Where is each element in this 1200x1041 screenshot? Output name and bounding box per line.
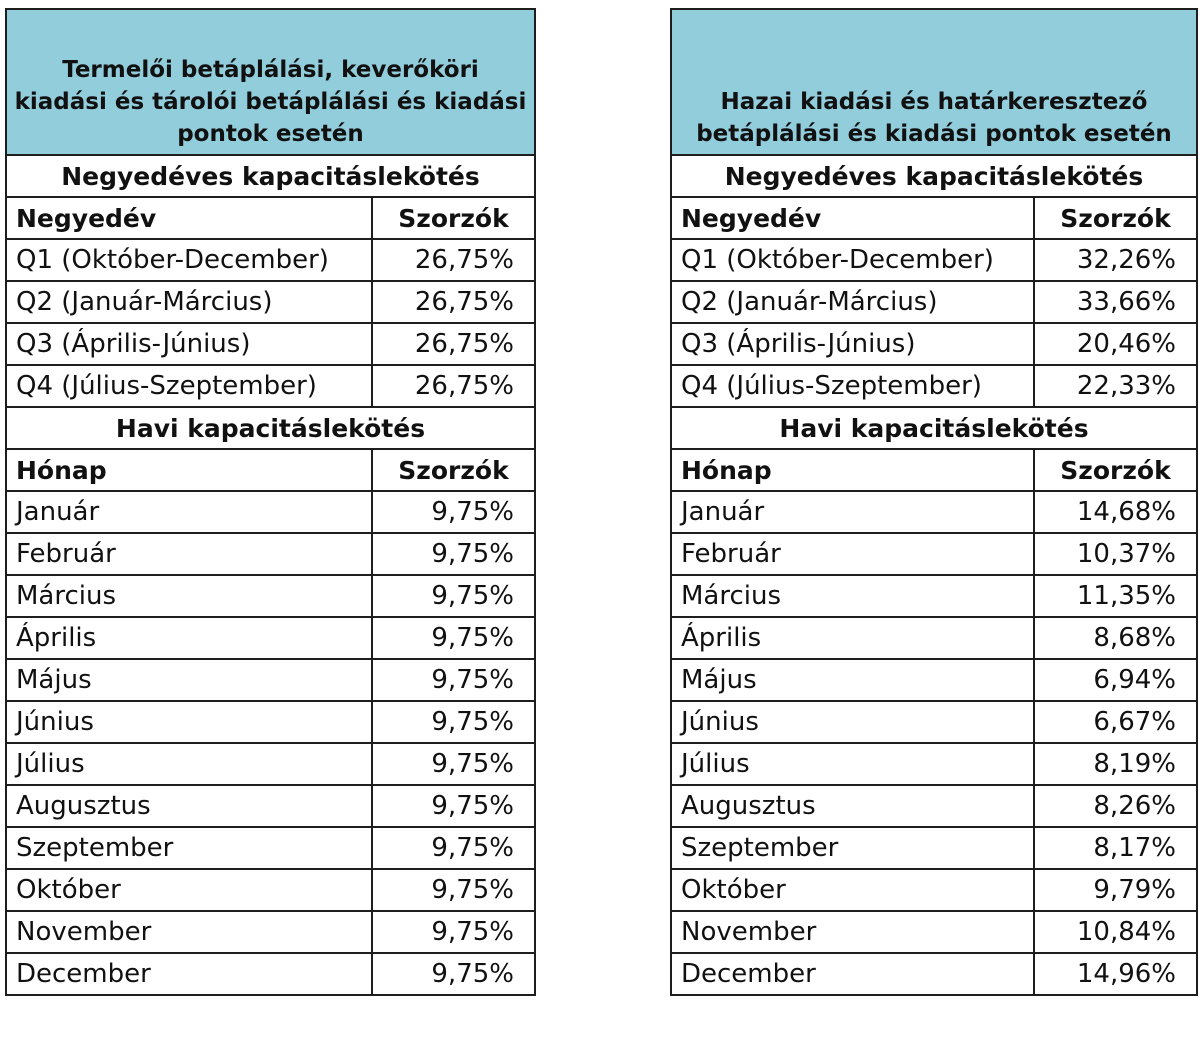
multiplier-value: 9,75% (372, 617, 535, 659)
period-label: Q1 (Október-December) (671, 239, 1034, 281)
table-row (6, 953, 535, 995)
right-monthly-multiplier-column-header: Szorzók (1034, 449, 1197, 491)
multiplier-value: 9,75% (372, 575, 535, 617)
table-row (671, 491, 1197, 533)
multiplier-value: 9,75% (372, 827, 535, 869)
multiplier-value: 8,17% (1034, 827, 1197, 869)
right-quarterly-column-header-row (671, 197, 1197, 239)
left-monthly-multiplier-column-header: Szorzók (372, 449, 535, 491)
period-label: December (671, 953, 1034, 995)
table-row (6, 785, 535, 827)
table-row (671, 533, 1197, 575)
right-quarterly-multiplier-column-header: Szorzók (1034, 197, 1197, 239)
left-quarterly-column-header-row (6, 197, 535, 239)
period-label: Május (6, 659, 372, 701)
multiplier-value: 9,75% (372, 701, 535, 743)
period-label: Október (6, 869, 372, 911)
table-row (671, 281, 1197, 323)
multiplier-value: 20,46% (1034, 323, 1197, 365)
table-row (671, 365, 1197, 407)
right-table-header: Hazai kiadási és határkeresztező betáplálási és kiadási pontok esetén (671, 9, 1197, 155)
left-header-row (6, 9, 535, 155)
multiplier-value: 10,84% (1034, 911, 1197, 953)
right-table-body (671, 9, 1197, 995)
period-label: Q2 (Január-Március) (671, 281, 1034, 323)
period-label: Március (6, 575, 372, 617)
period-label: Július (671, 743, 1034, 785)
left-table-header: Termelői betáplálási, keverőköri kiadási és tárolói betáplálási és kiadási pontok esetén (6, 9, 535, 155)
table-row (671, 953, 1197, 995)
multiplier-value: 6,67% (1034, 701, 1197, 743)
period-label: Január (6, 491, 372, 533)
multiplier-value: 9,75% (372, 659, 535, 701)
table-row (6, 701, 535, 743)
table-row (6, 533, 535, 575)
multiplier-value: 6,94% (1034, 659, 1197, 701)
period-label: Július (6, 743, 372, 785)
table-row (671, 743, 1197, 785)
period-label: Q3 (Április-Június) (671, 323, 1034, 365)
multiplier-value: 33,66% (1034, 281, 1197, 323)
table-row (6, 617, 535, 659)
period-label: Q4 (Július-Szeptember) (671, 365, 1034, 407)
table-row (671, 575, 1197, 617)
multiplier-value: 9,75% (372, 869, 535, 911)
left-multiplier-table (5, 8, 536, 996)
table-row (6, 869, 535, 911)
period-label: Június (6, 701, 372, 743)
left-monthly-period-column-header: Hónap (6, 449, 372, 491)
right-quarterly-period-column-header: Negyedév (671, 197, 1034, 239)
multiplier-value: 9,75% (372, 911, 535, 953)
table-row (671, 617, 1197, 659)
left-table-body (6, 9, 535, 995)
period-label: Augusztus (671, 785, 1034, 827)
multiplier-value: 10,37% (1034, 533, 1197, 575)
table-row (6, 911, 535, 953)
table-row (671, 869, 1197, 911)
left-quarterly-section-row (6, 155, 535, 197)
period-label: Q3 (Április-Június) (6, 323, 372, 365)
multiplier-value: 26,75% (372, 239, 535, 281)
multiplier-value: 9,75% (372, 491, 535, 533)
period-label: Április (6, 617, 372, 659)
period-label: November (671, 911, 1034, 953)
multiplier-value: 9,75% (372, 785, 535, 827)
table-row (671, 239, 1197, 281)
multiplier-value: 8,26% (1034, 785, 1197, 827)
right-monthly-column-header-row (671, 449, 1197, 491)
table-row (6, 323, 535, 365)
period-label: Április (671, 617, 1034, 659)
multiplier-value: 9,79% (1034, 869, 1197, 911)
period-label: Q2 (Január-Március) (6, 281, 372, 323)
multiplier-value: 8,19% (1034, 743, 1197, 785)
table-row (6, 575, 535, 617)
period-label: Február (6, 533, 372, 575)
period-label: Március (671, 575, 1034, 617)
period-label: Október (671, 869, 1034, 911)
table-row (671, 785, 1197, 827)
table-row (6, 827, 535, 869)
period-label: November (6, 911, 372, 953)
right-monthly-section-row (671, 407, 1197, 449)
table-row (671, 659, 1197, 701)
multiplier-value: 11,35% (1034, 575, 1197, 617)
multiplier-value: 8,68% (1034, 617, 1197, 659)
table-row (6, 659, 535, 701)
period-label: Február (671, 533, 1034, 575)
period-label: Június (671, 701, 1034, 743)
left-quarterly-multiplier-column-header: Szorzók (372, 197, 535, 239)
multiplier-value: 9,75% (372, 743, 535, 785)
period-label: Szeptember (671, 827, 1034, 869)
period-label: Q1 (Október-December) (6, 239, 372, 281)
left-quarterly-section-title: Negyedéves kapacitáslekötés (6, 155, 535, 197)
left-quarterly-period-column-header: Negyedév (6, 197, 372, 239)
table-row (671, 827, 1197, 869)
period-label: Q4 (Július-Szeptember) (6, 365, 372, 407)
right-quarterly-section-row (671, 155, 1197, 197)
multiplier-value: 9,75% (372, 953, 535, 995)
multiplier-value: 26,75% (372, 281, 535, 323)
right-monthly-section-title: Havi kapacitáslekötés (671, 407, 1197, 449)
multiplier-value: 22,33% (1034, 365, 1197, 407)
multiplier-value: 9,75% (372, 533, 535, 575)
multiplier-value: 14,96% (1034, 953, 1197, 995)
left-monthly-section-row (6, 407, 535, 449)
period-label: Január (671, 491, 1034, 533)
multiplier-value: 26,75% (372, 323, 535, 365)
right-header-row (671, 9, 1197, 155)
table-row (6, 239, 535, 281)
table-row (671, 911, 1197, 953)
table-row (6, 743, 535, 785)
table-row (6, 281, 535, 323)
period-label: Május (671, 659, 1034, 701)
multiplier-value: 32,26% (1034, 239, 1197, 281)
left-monthly-section-title: Havi kapacitáslekötés (6, 407, 535, 449)
period-label: Augusztus (6, 785, 372, 827)
table-row (6, 491, 535, 533)
period-label: December (6, 953, 372, 995)
table-row (671, 701, 1197, 743)
multiplier-value: 14,68% (1034, 491, 1197, 533)
right-quarterly-section-title: Negyedéves kapacitáslekötés (671, 155, 1197, 197)
table-row (6, 365, 535, 407)
right-multiplier-table (670, 8, 1198, 996)
period-label: Szeptember (6, 827, 372, 869)
table-row (671, 323, 1197, 365)
left-monthly-column-header-row (6, 449, 535, 491)
right-monthly-period-column-header: Hónap (671, 449, 1034, 491)
multiplier-value: 26,75% (372, 365, 535, 407)
